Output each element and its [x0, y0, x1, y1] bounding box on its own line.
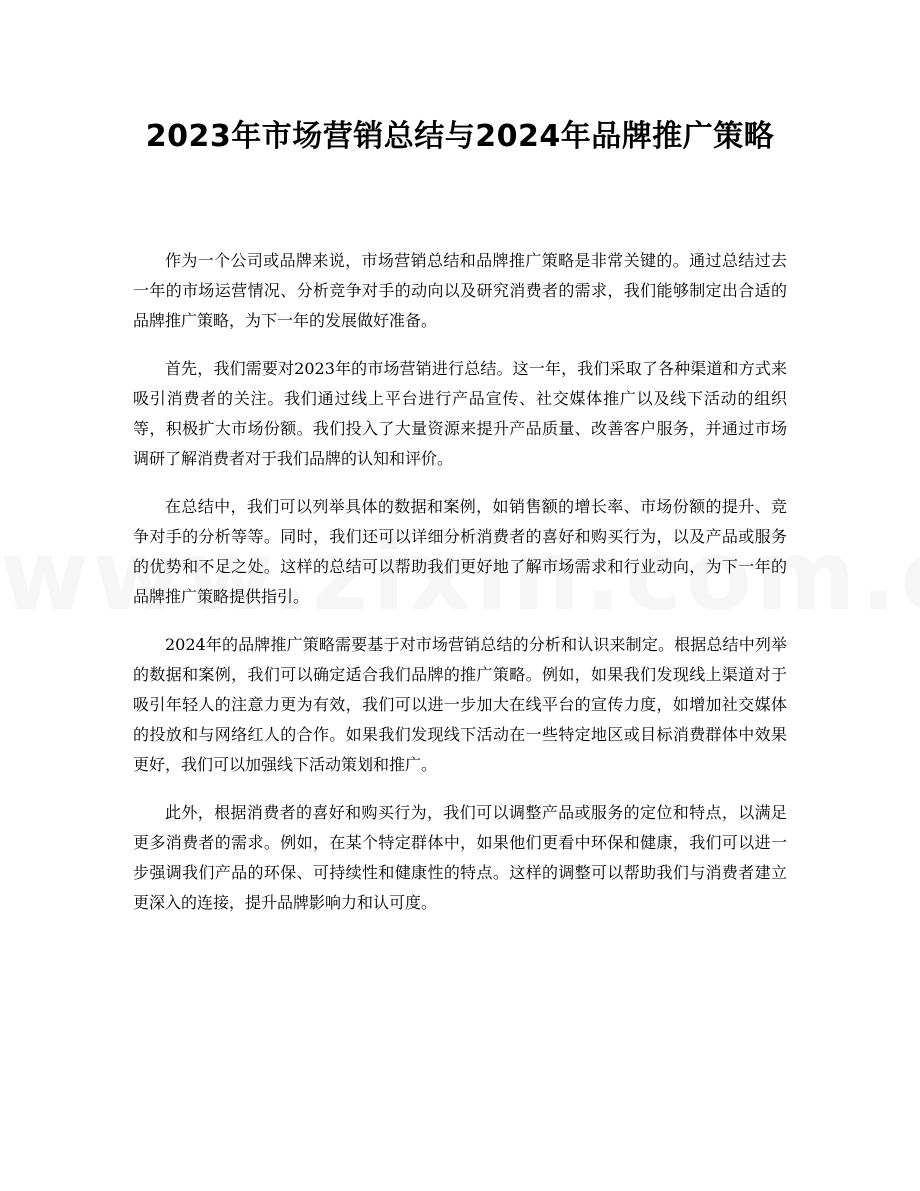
- paragraph-1: 作为一个公司或品牌来说，市场营销总结和品牌推广策略是非常关键的。通过总结过去一年的市场运营情况、分析竞争对手的动向以及研究消费者的需求，我们能够制定出合适的品牌推广策略，为下一年的发展做好准备。: [133, 251, 787, 330]
- paragraph-3: 在总结中，我们可以列举具体的数据和案例，如销售额的增长率、市场份额的提升、竞争对手的分析等等。同时，我们还可以详细分析消费者的喜好和购买行为，以及产品或服务的优势和不足之处。这样的总结可以帮助我们更好地了解市场需求和行业动向，为下一年的品牌推广策略提供指引。: [133, 497, 787, 606]
- document-title: 2023年市场营销总结与2024年品牌推广策略: [145, 119, 775, 154]
- paragraph-4: 2024年的品牌推广策略需要基于对市场营销总结的分析和认识来制定。根据总结中列举的数据和案例，我们可以确定适合我们品牌的推广策略。例如，如果我们发现线上渠道对于吸引年轻人的注意力更为有效，我们可以进一步加大在线平台的宣传力度，如增加社交媒体的投放和与网络红人的合作。如果我们发现线下活动在一些特定地区或目标消费群体中效果更好，我们可以加强线下活动策划和推广。: [133, 635, 787, 774]
- paragraph-2: 首先，我们需要对2023年的市场营销进行总结。这一年，我们采取了各种渠道和方式来吸引消费者的关注。我们通过线上平台进行产品宣传、社交媒体推广以及线下活动的组织等，积极扩大市场份额。我们投入了大量资源来提升产品质量、改善客户服务，并通过市场调研了解消费者对于我们品牌的认知和评价。: [133, 359, 787, 468]
- paragraph-5: 此外，根据消费者的喜好和购买行为，我们可以调整产品或服务的定位和特点，以满足更多消费者的需求。例如，在某个特定群体中，如果他们更看中环保和健康，我们可以进一步强调我们产品的环保、可持续性和健康性的特点。这样的调整可以帮助我们与消费者建立更深入的连接，提升品牌影响力和认可度。: [133, 803, 787, 912]
- document-body: [133, 246, 787, 936]
